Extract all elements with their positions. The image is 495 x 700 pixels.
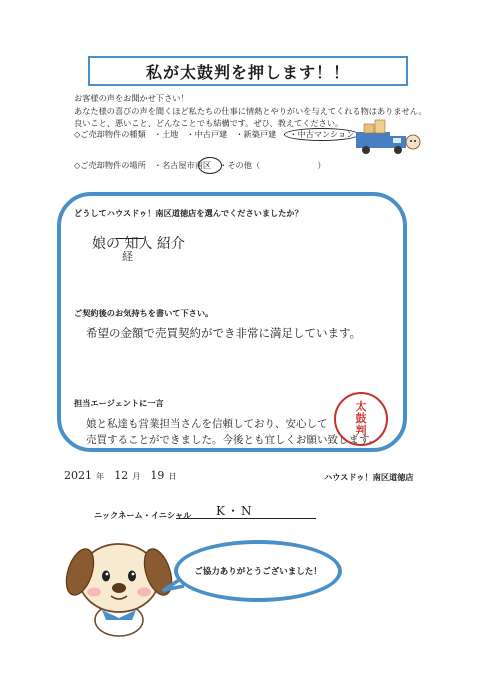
date-day: 19 <box>150 469 165 482</box>
nickname-value: K・N <box>216 504 254 518</box>
moving-truck-icon <box>350 118 422 160</box>
thanks-speech-bubble <box>174 540 342 602</box>
page-title-text: 私が太鼓判を押します！！ <box>145 62 350 82</box>
intro-line: お客様の声をお聞かせ下さい！ <box>74 93 189 103</box>
property-type-option[interactable]: ・中古戸建 <box>186 129 228 139</box>
property-location-option[interactable]: ・その他（ ） <box>219 160 326 170</box>
stamp-char: 判 <box>355 424 367 437</box>
property-location-option[interactable]: ・名古屋市南区 <box>153 160 212 170</box>
stamp-char: 太 <box>355 400 367 413</box>
approval-stamp <box>334 392 388 446</box>
date-year-unit: 年 <box>96 471 105 481</box>
answer-why-chose: 娘の 知人 紹介 <box>92 236 185 252</box>
property-type-option[interactable]: ・新築戸建 <box>235 129 277 139</box>
date-day-unit: 日 <box>168 471 177 481</box>
date-year: 2021 <box>64 469 92 482</box>
dog-mascot-icon <box>60 528 178 640</box>
question-agent-message: 担当エージェントに一言 <box>74 398 164 408</box>
question-feelings: ご契約後のお気持ちを書いて下さい。 <box>74 308 214 318</box>
intro-line: 良いこと、悪いこと、どんなことでも結構です。ぜひ、教えてください。 <box>74 118 344 128</box>
stamp-char: 鼓 <box>355 412 367 425</box>
date-month: 12 <box>114 469 129 482</box>
shop-name: ハウスドゥ！南区道徳店 <box>324 472 414 482</box>
intro-line: あなた様の喜びの声を聞くほど私たちの仕事に情熱とやりがいを与えてくれる物はありません。 <box>74 105 427 116</box>
question-why-chose: どうしてハウスドゥ！南区道徳店を選んでくださいましたか？ <box>74 208 303 218</box>
property-type-option-selected[interactable]: ・中古マンション <box>284 128 359 141</box>
property-type-row <box>74 128 359 141</box>
answer-agent-message-line: 娘と私達も営業担当さんを信頼しており、安心して <box>86 418 328 430</box>
strikethrough-line <box>116 238 144 239</box>
date-row <box>64 469 177 482</box>
property-type-label: ◇ご売却物件の種類 <box>74 129 146 139</box>
location-selected-circle <box>198 157 222 174</box>
date-month-unit: 月 <box>132 471 141 481</box>
property-type-option[interactable]: ・土地 <box>153 129 179 139</box>
answer-agent-message-line: 売買することができました。今後とも宜しくお願い致します。 <box>86 434 380 446</box>
page-title <box>88 56 408 86</box>
answer-feelings: 希望の金額で売買契約ができ非常に満足しています。 <box>86 326 362 340</box>
nickname-label: ニックネーム・イニシャル <box>94 510 192 520</box>
thanks-message: ご協力ありがとうございました！ <box>194 567 322 577</box>
answer-correction: 経 <box>122 250 133 263</box>
property-location-label: ◇ご売却物件の場所 <box>74 160 146 170</box>
